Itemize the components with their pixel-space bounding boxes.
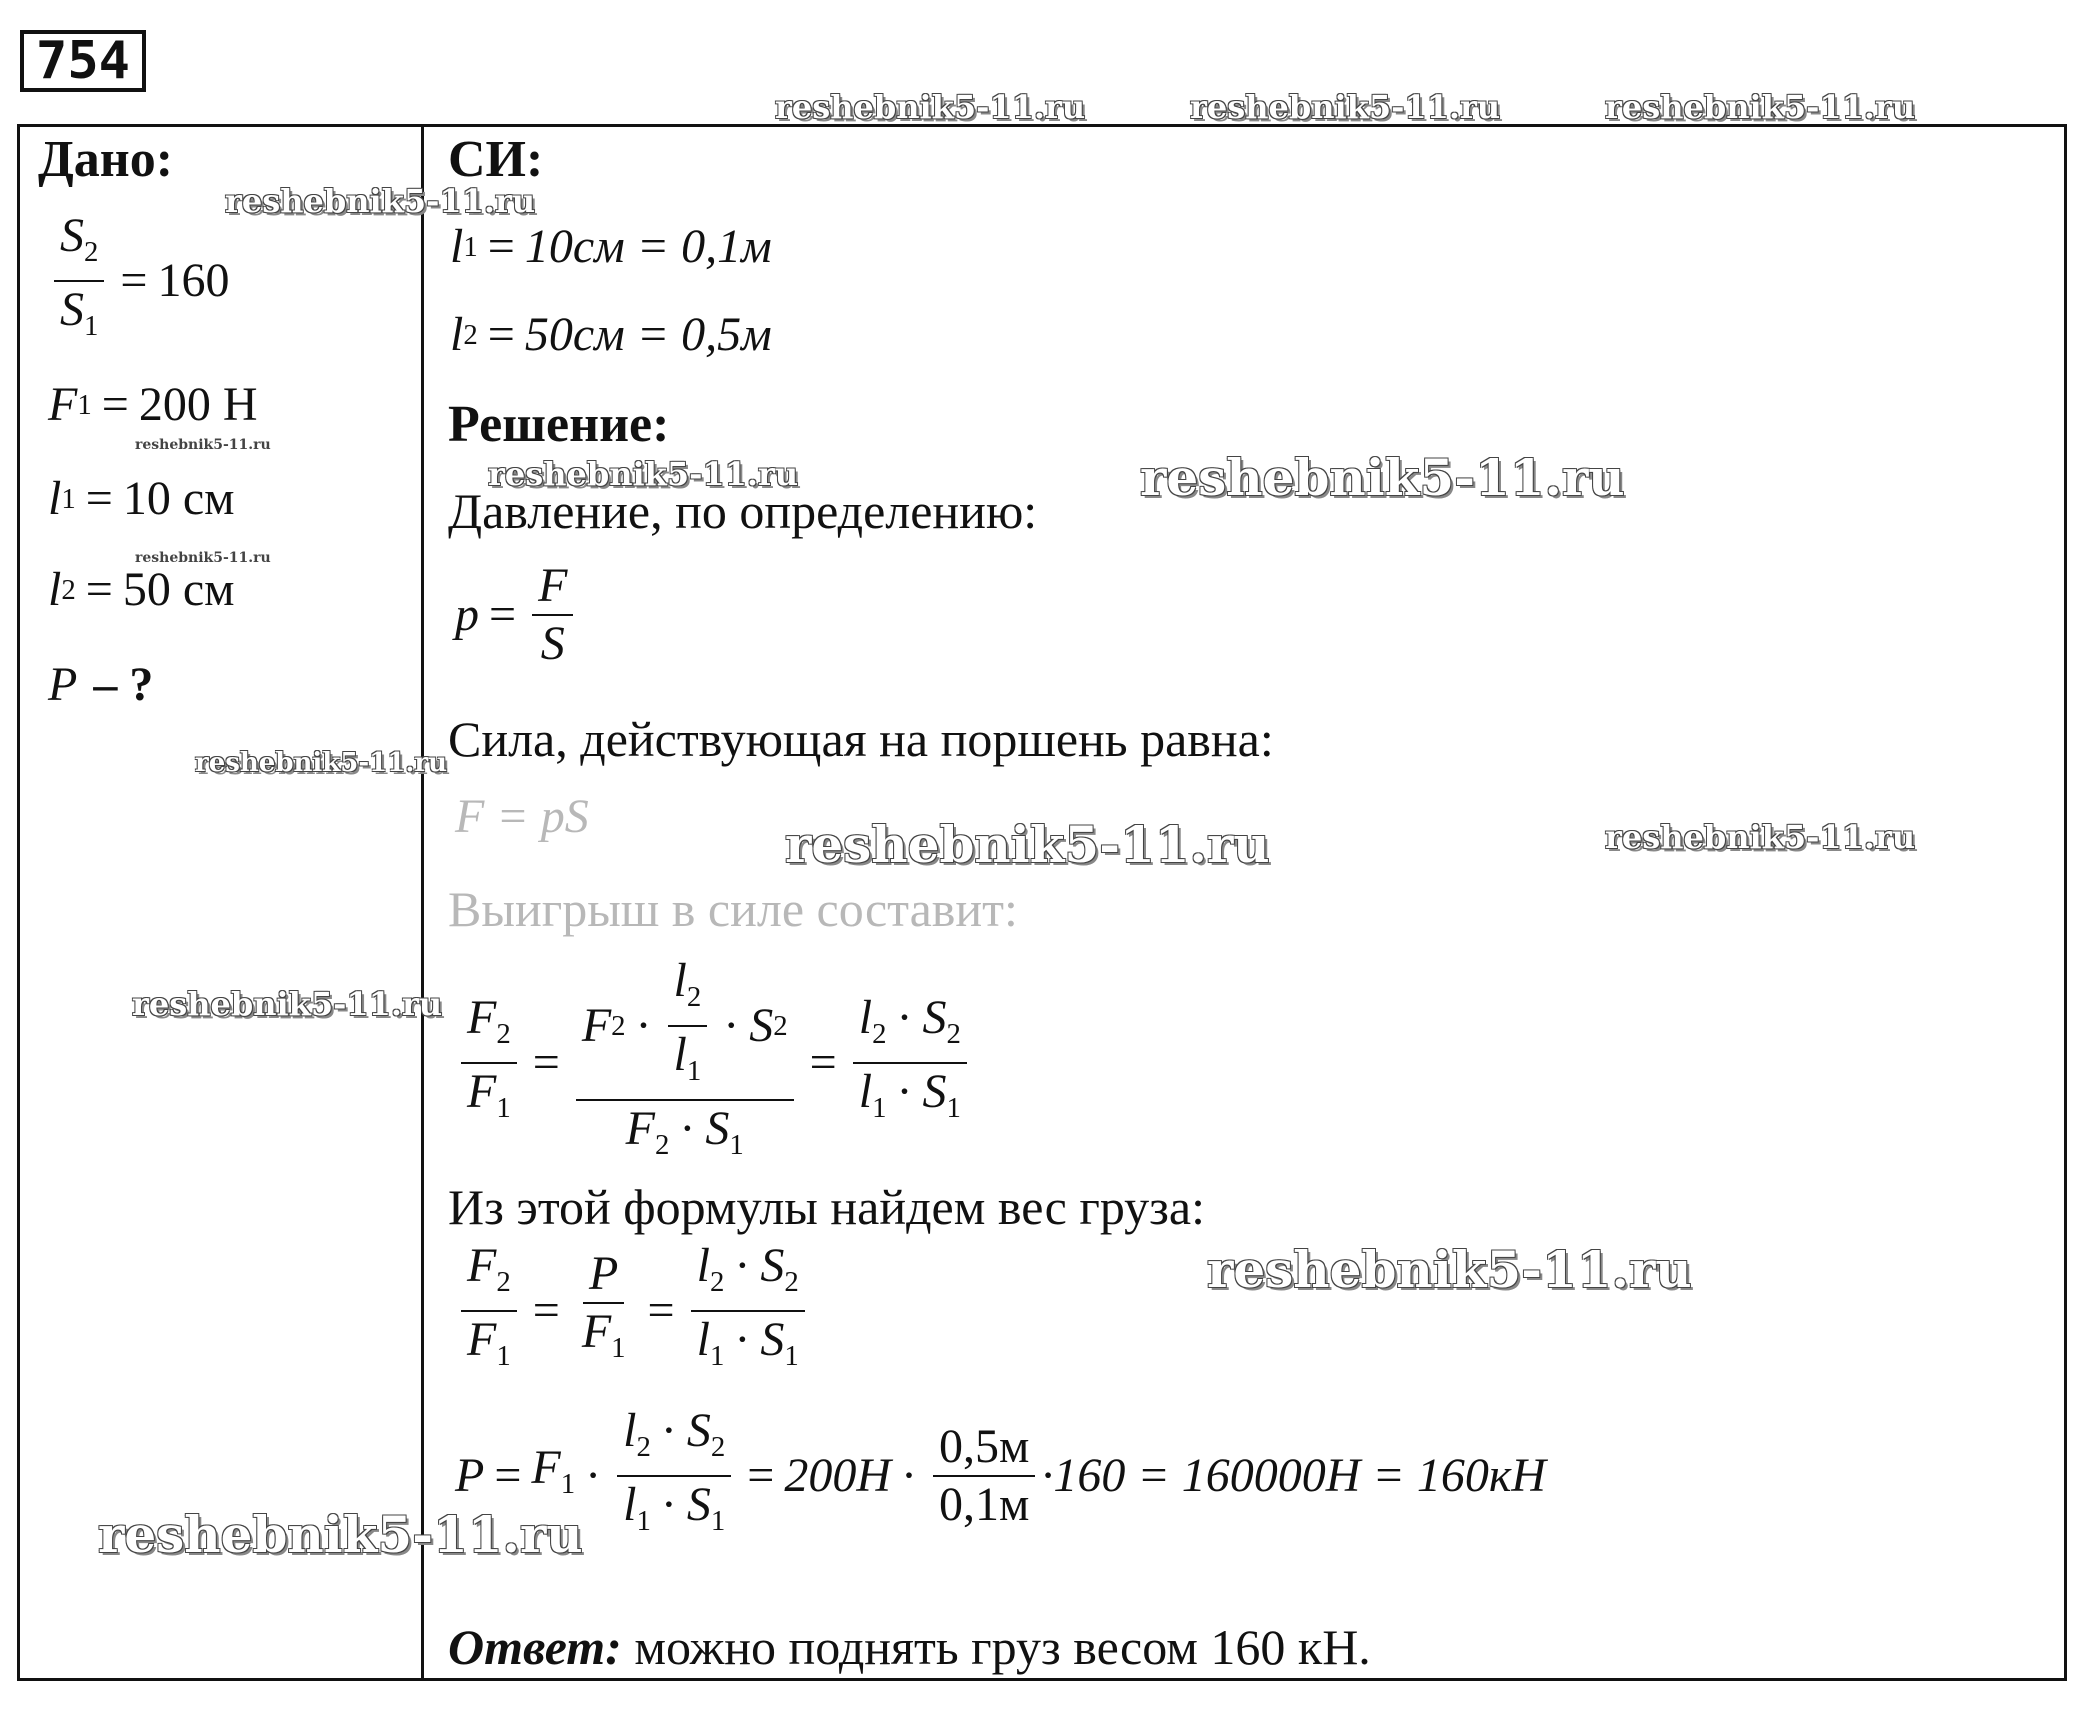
answer-line	[448, 1618, 1371, 1676]
ratio-numerator: $S_2$	[54, 210, 104, 282]
given-force-f1: F 1 = 200 Н	[48, 378, 258, 431]
watermark: reshebnik5-11.ru	[195, 748, 448, 778]
column-divider	[421, 124, 424, 1681]
solution-heading: Решение:	[448, 396, 670, 453]
watermark: reshebnik5-11.ru	[1190, 88, 1501, 126]
formula-force: F = pS	[455, 790, 589, 843]
given-find-weight: P – ?	[48, 658, 154, 711]
watermark: reshebnik5-11.ru	[225, 182, 536, 220]
solution-line-force: Сила, действующая на поршень равна:	[448, 711, 1274, 767]
watermark: reshebnik5-11.ru	[785, 815, 1270, 874]
watermark: reshebnik5-11.ru	[98, 1505, 583, 1564]
si-heading: СИ:	[448, 131, 544, 188]
answer-label: Ответ:	[448, 1619, 622, 1675]
solution-line-pressure: Давление, по определению:	[448, 483, 1038, 539]
problem-number: 754	[20, 30, 146, 92]
watermark: reshebnik5-11.ru	[488, 455, 799, 493]
si-l2: l 2 = 50см = 0,5м	[450, 308, 772, 361]
solution-line-weight: Из этой формулы найдем вес груза:	[448, 1179, 1206, 1235]
given-heading: Дано:	[38, 131, 174, 188]
watermark: reshebnik5-11.ru	[1207, 1240, 1692, 1299]
given-area-ratio: $\frac{S_2}{S_1}$ = 160	[48, 210, 229, 352]
ratio-fraction	[54, 210, 104, 352]
formula-weight-ratio: $\frac{F_2}{F_1}$ = $\frac{P}{F_1}$ = $\frac{l_2 \cdot S_2}{l_1 \cdot S_1}$	[455, 1240, 811, 1382]
given-length-l2: l 2 = 50 см	[48, 563, 235, 616]
given-length-l1: l 1 = 10 см	[48, 472, 235, 525]
watermark: reshebnik5-11.ru	[1605, 818, 1916, 856]
watermark: reshebnik5-11.ru	[1140, 448, 1625, 507]
answer-text: можно поднять груз весом 160 кН.	[621, 1619, 1371, 1675]
si-l1: l 1 = 10см = 0,1м	[450, 220, 772, 273]
formula-force-gain: $\frac{F_2}{F_1}$ = F 2 · $\frac{l_2}{l_1}$ · S 2 $F_2 \cdot S_1$ = $\frac{l_2 \cdot S_2}{l_1 \cdot S_1}$	[455, 955, 973, 1171]
solution-line-gain: Выигрыш в силе составит:	[448, 881, 1018, 937]
ratio-denominator: $S_1$	[60, 283, 99, 343]
formula-final-weight: P = $F_1$ · $\frac{l_2 \cdot S_2}{l_1 \cdot S_1}$ = 200H · $\frac{0,5м}{0,1м}$ ·160 = 160000H = 160кH	[455, 1404, 1546, 1538]
ratio-value: 160	[157, 254, 230, 308]
watermark: reshebnik5-11.ru	[132, 985, 443, 1023]
formula-pressure: p = $\frac{F}{S}$	[455, 560, 579, 670]
watermark: reshebnik5-11.ru	[1605, 88, 1916, 126]
watermark: reshebnik5-11.ru	[135, 437, 271, 453]
watermark: reshebnik5-11.ru	[775, 88, 1086, 126]
watermark: reshebnik5-11.ru	[135, 550, 271, 566]
